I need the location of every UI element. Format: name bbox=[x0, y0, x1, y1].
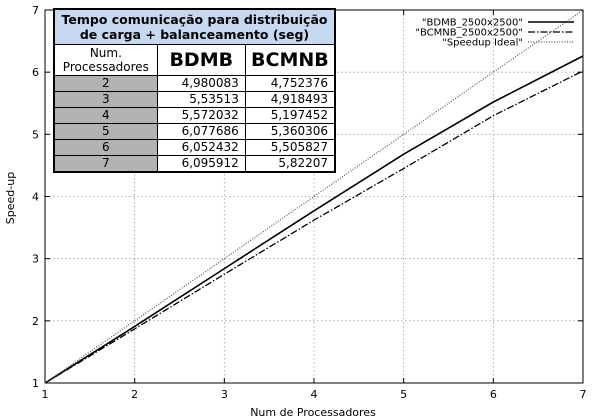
table-row bbox=[54, 124, 335, 140]
bdmb-value-cell: 5,572032 bbox=[157, 108, 245, 124]
bdmb-value-cell: 4,980083 bbox=[157, 76, 245, 92]
inset-data-table bbox=[53, 8, 336, 173]
y-tick-label: 2 bbox=[32, 314, 39, 328]
x-tick-label: 5 bbox=[400, 388, 408, 401]
inset-table-title: Tempo comunicação para distribuição de carga + balanceamento (seg) bbox=[54, 9, 335, 45]
table-row bbox=[54, 156, 335, 173]
y-tick-label: 4 bbox=[32, 190, 39, 204]
inset-col-header-bdmb: BDMB bbox=[157, 45, 245, 76]
inset-row-header: Num. Processadores bbox=[54, 45, 157, 76]
y-axis-title: Speed-up bbox=[4, 171, 17, 225]
bdmb-value-cell: 6,095912 bbox=[157, 156, 245, 173]
table-row bbox=[54, 92, 335, 108]
bcmnb-value-cell: 4,752376 bbox=[245, 76, 335, 92]
bcmnb-value-cell: 5,505827 bbox=[245, 140, 335, 156]
processor-count-cell: 5 bbox=[54, 124, 157, 140]
table-row bbox=[54, 108, 335, 124]
processor-count-cell: 2 bbox=[54, 76, 157, 92]
x-tick-label: 3 bbox=[220, 388, 228, 401]
x-axis-title: Num de Processadores bbox=[250, 406, 376, 419]
processor-count-cell: 3 bbox=[54, 92, 157, 108]
inset-col-header-bcmnb: BCMNB bbox=[245, 45, 335, 76]
y-tick-label: 1 bbox=[32, 377, 39, 390]
bcmnb-value-cell: 5,82207 bbox=[245, 156, 335, 173]
table-row bbox=[54, 76, 335, 92]
y-tick-label: 7 bbox=[32, 4, 39, 17]
legend-label: "BCMNB_2500x2500" bbox=[415, 27, 523, 39]
y-tick-label: 3 bbox=[32, 252, 39, 266]
bcmnb-value-cell: 4,918493 bbox=[245, 92, 335, 108]
table-row bbox=[54, 140, 335, 156]
x-tick-label: 4 bbox=[310, 388, 318, 401]
legend-label: "Speedup Ideal" bbox=[442, 37, 523, 49]
y-tick-label: 5 bbox=[32, 128, 39, 142]
x-tick-label: 7 bbox=[579, 388, 587, 401]
bcmnb-value-cell: 5,197452 bbox=[245, 108, 335, 124]
bdmb-value-cell: 6,052432 bbox=[157, 140, 245, 156]
bcmnb-value-cell: 5,360306 bbox=[245, 124, 335, 140]
x-tick-label: 1 bbox=[41, 388, 49, 401]
x-tick-label: 6 bbox=[489, 388, 497, 401]
bdmb-value-cell: 5,53513 bbox=[157, 92, 245, 108]
bdmb-value-cell: 6,077686 bbox=[157, 124, 245, 140]
processor-count-cell: 7 bbox=[54, 156, 157, 173]
processor-count-cell: 4 bbox=[54, 108, 157, 124]
y-tick-label: 6 bbox=[32, 66, 39, 80]
legend-label: "BDMB_2500x2500" bbox=[421, 17, 523, 29]
processor-count-cell: 6 bbox=[54, 140, 157, 156]
x-tick-label: 2 bbox=[131, 388, 139, 401]
